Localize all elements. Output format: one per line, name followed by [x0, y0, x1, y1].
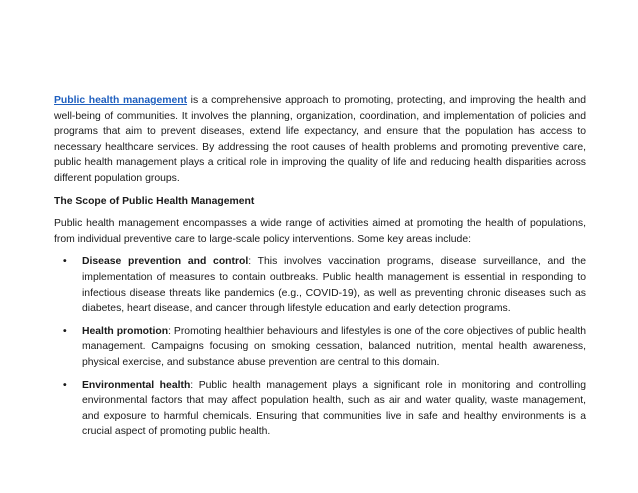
bullet-icon: •	[63, 325, 67, 337]
list-item-text: : Public health management plays a significant role in monitoring and controlling environmental factors that may affect population health, such as air and water quality, waste management, and exposure to harmful chemicals. Ensuring that communities live in safe and healthy environments is a crucial aspect of promoting public health.	[82, 379, 586, 438]
list-item-term: Health promotion	[82, 325, 169, 337]
intro-paragraph	[54, 93, 586, 187]
document-page	[54, 93, 586, 447]
section-heading: The Scope of Public Health Management	[54, 195, 255, 207]
list-item-term: Environmental health	[82, 379, 191, 391]
intro-text: is a comprehensive approach to promoting, protecting, and improving the health and well-being of communities. It involves the planning, organization, coordination, and implementation of policies and programs that aim to prevent diseases, extend life expectancy, and ensure that the population has access to necessary healthcare services. By addressing the root causes of health problems and promoting preventive care, public health management plays a critical role in improving the quality of life and reducing health disparities across different population groups.	[54, 95, 586, 184]
list-item-environmental-health	[54, 378, 586, 440]
bullet-icon: •	[63, 379, 67, 391]
scope-paragraph: Public health management encompasses a wide range of activities aimed at promoting the health of populations, from individual preventive care to large-scale policy interventions. Some key areas include:	[54, 218, 586, 245]
list-item-disease-prevention	[54, 254, 586, 316]
bullet-icon: •	[63, 256, 67, 268]
list-item-text: : Promoting healthier behaviours and lifestyles is one of the core objectives of public health management. Campaigns focusing on smoking cessation, balanced nutrition, mental health awareness, physical exercise, and substance abuse prevention are central to this domain.	[82, 325, 586, 368]
list-item-term: Disease prevention and control	[82, 256, 249, 268]
public-health-management-link[interactable]: Public health management	[54, 95, 188, 106]
list-item-text: : This involves vaccination programs, disease surveillance, and the implementation of measures to contain outbreaks. Public health management is essential in responding to infectious disease threats like pandemics (e.g., COVID-19), as well as preventing chronic diseases such as diabetes, heart disease, and cancer through lifestyle education and early detection programs.	[82, 256, 586, 315]
key-areas-list	[54, 254, 586, 440]
list-item-health-promotion	[54, 324, 586, 371]
